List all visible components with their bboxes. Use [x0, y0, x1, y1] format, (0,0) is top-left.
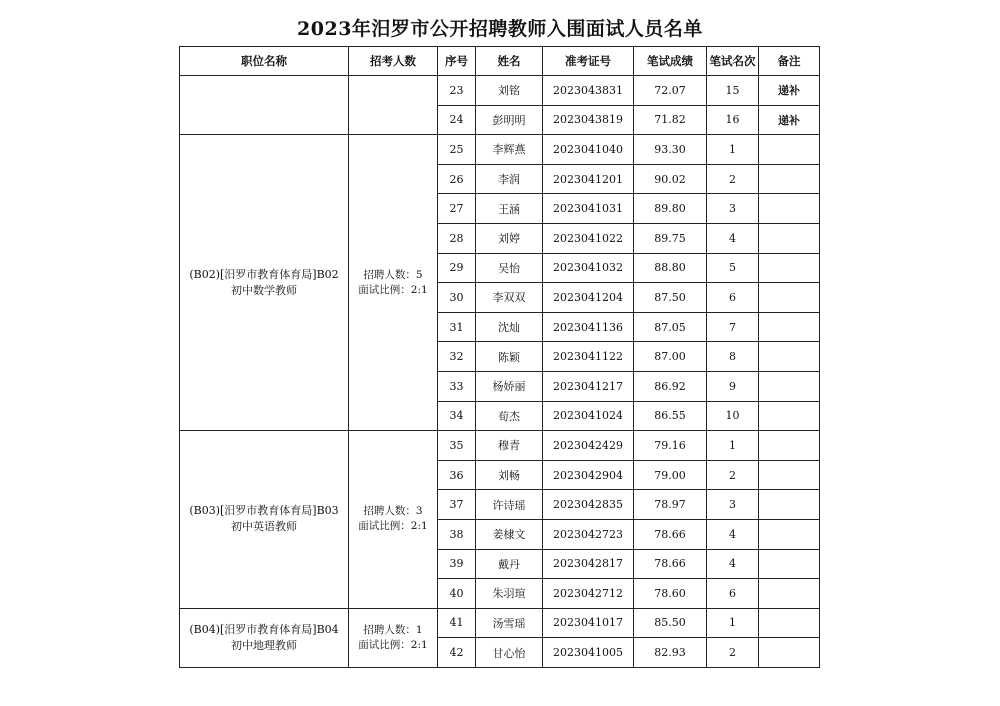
table-row: [180, 608, 820, 638]
name-cell: 荀杰: [476, 401, 543, 431]
rank-cell: 2: [707, 460, 759, 490]
position-cell: [180, 135, 349, 431]
name-cell: 刘婷: [476, 223, 543, 253]
note-cell: 递补: [759, 105, 820, 135]
exam-no-cell: 2023041005: [543, 638, 634, 668]
seq-cell: 34: [438, 401, 476, 431]
score-cell: 85.50: [634, 608, 707, 638]
exam-no-cell: 2023041122: [543, 342, 634, 372]
position-cell: [180, 431, 349, 609]
candidate-table: [179, 46, 820, 668]
name-cell: 吴怡: [476, 253, 543, 283]
score-cell: 78.66: [634, 519, 707, 549]
header-note: 备注: [759, 47, 820, 76]
rank-cell: 5: [707, 253, 759, 283]
exam-no-cell: 2023041217: [543, 371, 634, 401]
interview-ratio: 面试比例：2:1: [358, 283, 428, 296]
seq-cell: 26: [438, 164, 476, 194]
exam-no-cell: 2023041031: [543, 194, 634, 224]
exam-no-cell: 2023041024: [543, 401, 634, 431]
name-cell: 许诗瑶: [476, 490, 543, 520]
score-cell: 79.16: [634, 431, 707, 461]
note-cell: [759, 460, 820, 490]
exam-no-cell: 2023041017: [543, 608, 634, 638]
name-cell: 王涵: [476, 194, 543, 224]
table-body: [180, 76, 820, 668]
score-cell: 89.80: [634, 194, 707, 224]
position-title: 初中数学教师: [231, 283, 297, 297]
seq-cell: 37: [438, 490, 476, 520]
header-position: 职位名称: [180, 47, 349, 76]
exam-no-cell: 2023042835: [543, 490, 634, 520]
name-cell: 李双双: [476, 283, 543, 313]
header-name: 姓名: [476, 47, 543, 76]
score-cell: 87.00: [634, 342, 707, 372]
seq-cell: 38: [438, 519, 476, 549]
rank-cell: 1: [707, 608, 759, 638]
note-cell: [759, 401, 820, 431]
score-cell: 86.92: [634, 371, 707, 401]
exam-no-cell: 2023041136: [543, 312, 634, 342]
note-cell: [759, 342, 820, 372]
quota-count: 招聘人数：1: [363, 623, 423, 636]
rank-cell: 6: [707, 579, 759, 609]
exam-no-cell: 2023041022: [543, 223, 634, 253]
exam-no-cell: 2023042429: [543, 431, 634, 461]
rank-cell: 15: [707, 76, 759, 106]
seq-cell: 36: [438, 460, 476, 490]
name-cell: 戴丹: [476, 549, 543, 579]
note-cell: [759, 638, 820, 668]
rank-cell: 1: [707, 431, 759, 461]
quota-cell: [349, 76, 438, 135]
table-row: [180, 431, 820, 461]
seq-cell: 40: [438, 579, 476, 609]
name-cell: 陈颖: [476, 342, 543, 372]
exam-no-cell: 2023041040: [543, 135, 634, 165]
rank-cell: 4: [707, 223, 759, 253]
note-cell: [759, 549, 820, 579]
seq-cell: 25: [438, 135, 476, 165]
table-header-row: [180, 47, 820, 76]
table-row: [180, 135, 820, 165]
note-cell: [759, 164, 820, 194]
seq-cell: 23: [438, 76, 476, 106]
rank-cell: 16: [707, 105, 759, 135]
exam-no-cell: 2023043831: [543, 76, 634, 106]
name-cell: 刘畅: [476, 460, 543, 490]
header-exam-no: 准考证号: [543, 47, 634, 76]
score-cell: 72.07: [634, 76, 707, 106]
exam-no-cell: 2023042723: [543, 519, 634, 549]
note-cell: [759, 431, 820, 461]
seq-cell: 30: [438, 283, 476, 313]
exam-no-cell: 2023041201: [543, 164, 634, 194]
note-cell: [759, 194, 820, 224]
rank-cell: 3: [707, 194, 759, 224]
name-cell: 杨娇丽: [476, 371, 543, 401]
score-cell: 87.50: [634, 283, 707, 313]
score-cell: 78.97: [634, 490, 707, 520]
score-cell: 90.02: [634, 164, 707, 194]
seq-cell: 42: [438, 638, 476, 668]
rank-cell: 3: [707, 490, 759, 520]
score-cell: 86.55: [634, 401, 707, 431]
note-cell: [759, 579, 820, 609]
rank-cell: 2: [707, 638, 759, 668]
header-seq: 序号: [438, 47, 476, 76]
name-cell: 李润: [476, 164, 543, 194]
seq-cell: 41: [438, 608, 476, 638]
interview-ratio: 面试比例：2:1: [358, 520, 428, 533]
note-cell: [759, 371, 820, 401]
score-cell: 71.82: [634, 105, 707, 135]
score-cell: 93.30: [634, 135, 707, 165]
score-cell: 78.60: [634, 579, 707, 609]
rank-cell: 7: [707, 312, 759, 342]
table-row: [180, 76, 820, 106]
interview-ratio: 面试比例：2:1: [358, 638, 428, 651]
note-cell: [759, 135, 820, 165]
position-code: (B04)[汨罗市教育体育局]B04: [189, 622, 339, 636]
score-cell: 78.66: [634, 549, 707, 579]
score-cell: 89.75: [634, 223, 707, 253]
position-title: 初中英语教师: [231, 520, 297, 534]
seq-cell: 31: [438, 312, 476, 342]
exam-no-cell: 2023041032: [543, 253, 634, 283]
rank-cell: 4: [707, 519, 759, 549]
page-title: 2023年汨罗市公开招聘教师入围面试人员名单: [297, 18, 703, 40]
header-score: 笔试成绩: [634, 47, 707, 76]
exam-no-cell: 2023042712: [543, 579, 634, 609]
header-quota: 招考人数: [349, 47, 438, 76]
seq-cell: 39: [438, 549, 476, 579]
name-cell: 彭明明: [476, 105, 543, 135]
rank-cell: 1: [707, 135, 759, 165]
note-cell: [759, 312, 820, 342]
position-cell: [180, 76, 349, 135]
seq-cell: 33: [438, 371, 476, 401]
quota-cell: [349, 608, 438, 667]
exam-no-cell: 2023043819: [543, 105, 634, 135]
seq-cell: 29: [438, 253, 476, 283]
seq-cell: 35: [438, 431, 476, 461]
exam-no-cell: 2023042904: [543, 460, 634, 490]
name-cell: 李辉燕: [476, 135, 543, 165]
score-cell: 87.05: [634, 312, 707, 342]
header-rank: 笔试名次: [707, 47, 759, 76]
seq-cell: 24: [438, 105, 476, 135]
rank-cell: 8: [707, 342, 759, 372]
name-cell: 朱羽瑄: [476, 579, 543, 609]
exam-no-cell: 2023042817: [543, 549, 634, 579]
note-cell: [759, 608, 820, 638]
score-cell: 88.80: [634, 253, 707, 283]
note-cell: 递补: [759, 76, 820, 106]
name-cell: 穆青: [476, 431, 543, 461]
rank-cell: 10: [707, 401, 759, 431]
note-cell: [759, 490, 820, 520]
name-cell: 刘铭: [476, 76, 543, 106]
position-code: (B03)[汨罗市教育体育局]B03: [189, 504, 339, 518]
seq-cell: 32: [438, 342, 476, 372]
rank-cell: 9: [707, 371, 759, 401]
note-cell: [759, 283, 820, 313]
position-code: (B02)[汨罗市教育体育局]B02: [189, 267, 339, 281]
note-cell: [759, 223, 820, 253]
seq-cell: 28: [438, 223, 476, 253]
quota-cell: [349, 135, 438, 431]
name-cell: 沈灿: [476, 312, 543, 342]
position-cell: [180, 608, 349, 667]
rank-cell: 2: [707, 164, 759, 194]
exam-no-cell: 2023041204: [543, 283, 634, 313]
name-cell: 汤雪瑶: [476, 608, 543, 638]
note-cell: [759, 253, 820, 283]
note-cell: [759, 519, 820, 549]
name-cell: 姜棣文: [476, 519, 543, 549]
rank-cell: 6: [707, 283, 759, 313]
seq-cell: 27: [438, 194, 476, 224]
position-title: 初中地理教师: [231, 638, 297, 652]
score-cell: 82.93: [634, 638, 707, 668]
rank-cell: 4: [707, 549, 759, 579]
quota-count: 招聘人数：3: [363, 505, 423, 518]
score-cell: 79.00: [634, 460, 707, 490]
quota-cell: [349, 431, 438, 609]
name-cell: 甘心怡: [476, 638, 543, 668]
quota-count: 招聘人数：5: [363, 268, 423, 281]
